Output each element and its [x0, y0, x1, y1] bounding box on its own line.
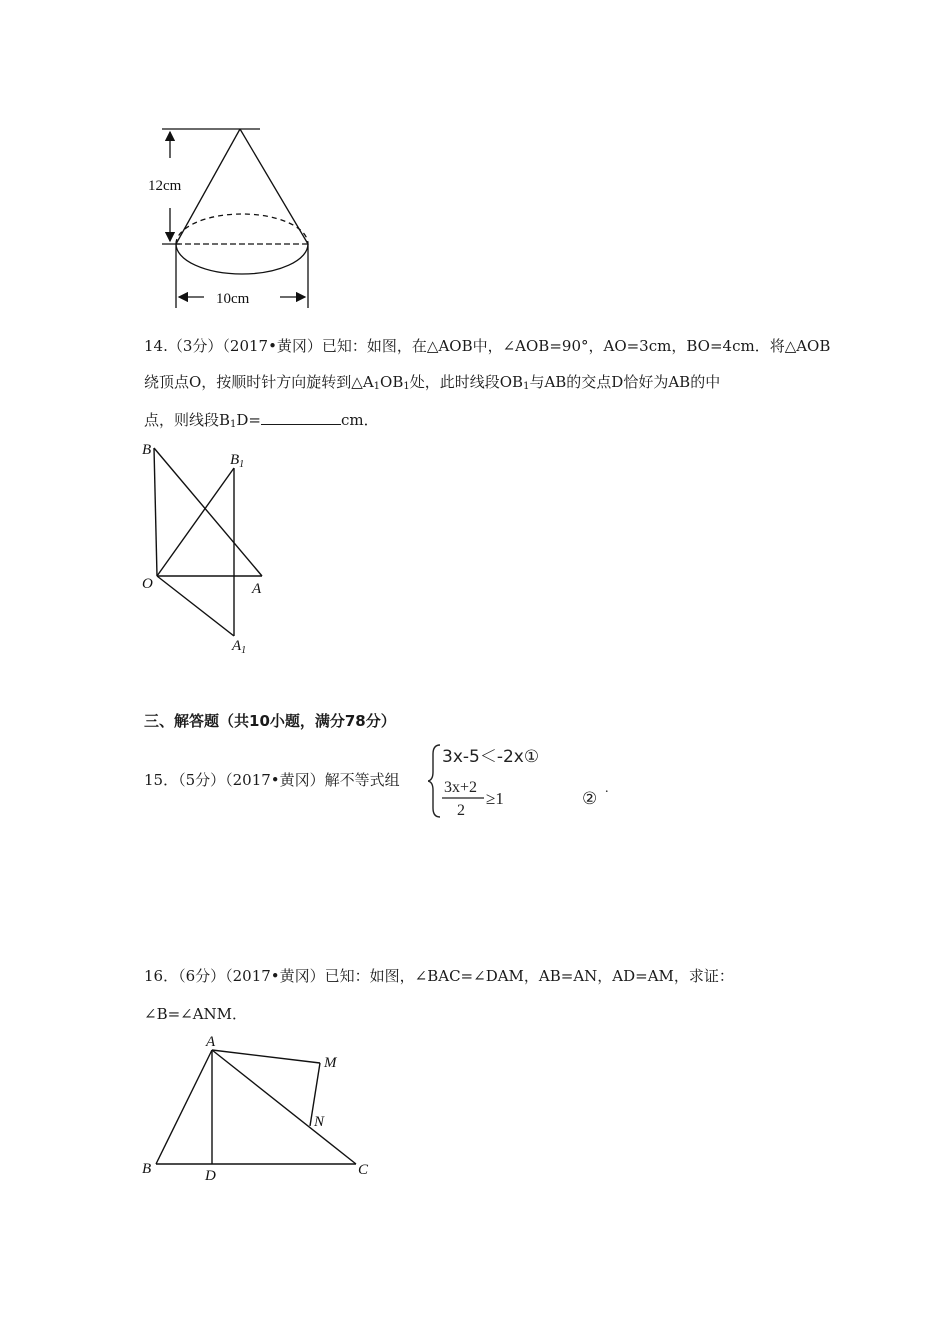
answer-blank[interactable] — [261, 410, 341, 425]
cone-base-back — [176, 214, 308, 244]
diameter-label: 10cm — [216, 291, 250, 307]
cone-left-side — [176, 129, 240, 244]
label-D: D — [205, 1168, 216, 1184]
brace — [428, 745, 440, 817]
cone-figure — [140, 120, 320, 315]
height-label: 12cm — [148, 178, 182, 194]
cone-base-front — [176, 244, 308, 274]
q15-text: 15．（5分）（2017•黄冈）解不等式组 — [144, 771, 400, 789]
section3-title: 三、解答题（共10小题，满分78分） — [144, 712, 396, 730]
label-B: B — [142, 1161, 152, 1177]
q14-line2: 绕顶点O，按顺时针方向旋转到$\triangle A_1OB_1$处，此时线段$OB_1$与AB的交点D恰好为AB的中 — [144, 373, 721, 392]
q16-line2: ∠B=∠ANM． — [144, 1005, 248, 1023]
label-N: N — [314, 1114, 325, 1130]
q14-line1: 14.（3分）（2017•黄冈）已知：如图，在△AOB中，∠AOB=90°，AO=3cm，BO=4cm．将△AOB — [144, 337, 831, 355]
inequality-1: 3x-5＜-2x① — [442, 747, 540, 767]
label-A: A — [206, 1034, 216, 1050]
segment-BO — [154, 448, 157, 576]
label-A: A — [252, 581, 262, 597]
segment-OB1 — [157, 468, 234, 576]
q15-inequality-system — [428, 742, 618, 822]
label-O: O — [142, 576, 153, 592]
q14-line3: 点，则线段$B_1D=$ cm． — [144, 411, 379, 430]
q16-figure — [136, 1030, 386, 1190]
label-B: B — [142, 442, 152, 458]
label-B1: $B_1$ — [230, 452, 245, 470]
label-A1: $A_1$ — [232, 638, 247, 656]
segment-OA1 — [157, 576, 234, 636]
q15-period: . — [605, 781, 609, 796]
cone-right-side — [240, 129, 308, 244]
inequality-2-numerator: 3x+2 — [444, 779, 478, 796]
segment-AB — [156, 1050, 212, 1164]
q14-figure — [138, 436, 278, 658]
inequality-2-rhs: ≥1 — [486, 789, 504, 808]
inequality-2-denominator: 2 — [457, 802, 465, 819]
q16-line1: 16．（6分）（2017•黄冈）已知：如图，∠BAC=∠DAM，AB=AN，AD=AM，求证： — [144, 967, 734, 985]
segment-AM — [212, 1050, 320, 1063]
circled-2: ② — [582, 789, 598, 808]
label-M: M — [324, 1055, 337, 1071]
label-C: C — [358, 1162, 369, 1178]
